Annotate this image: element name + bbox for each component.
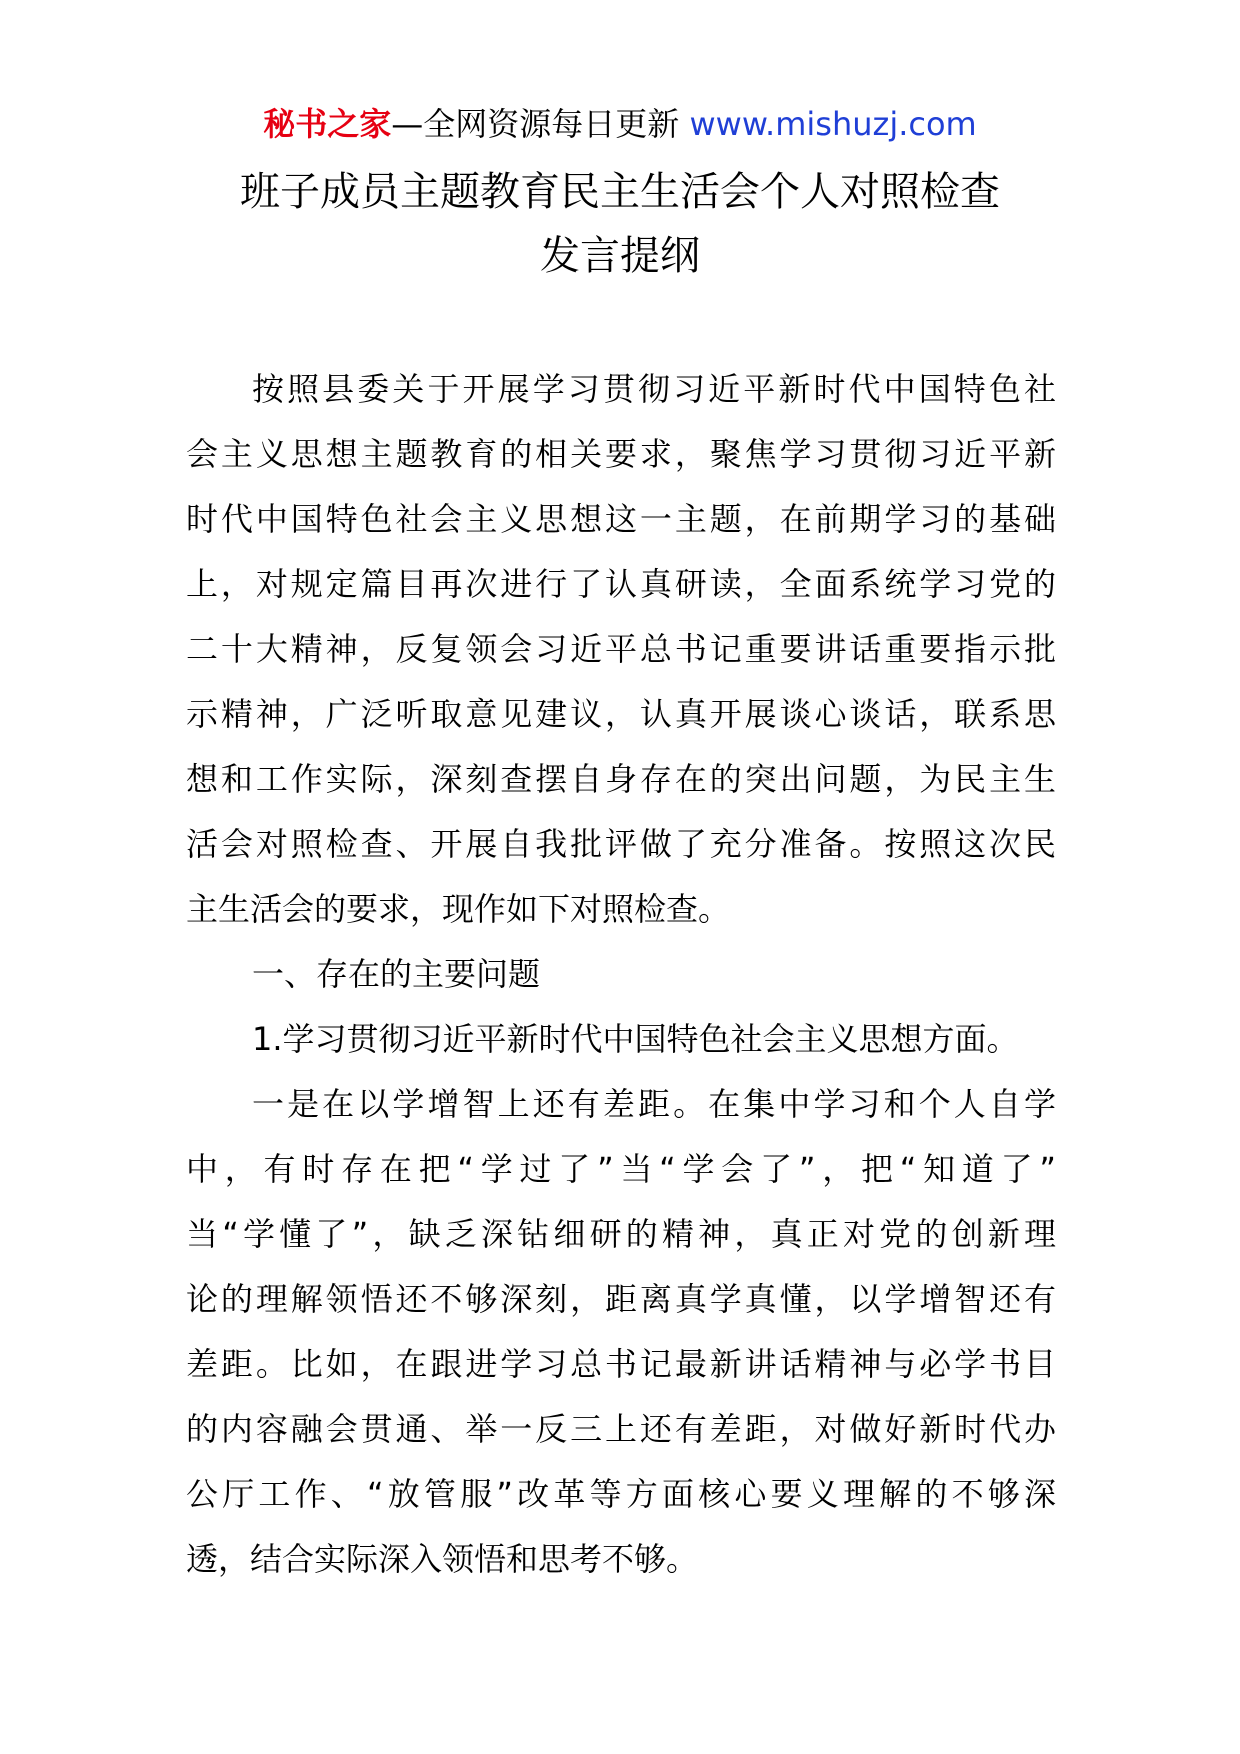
text-line: 上，对规定篇目再次进行了认真研读，全面系统学习党的	[186, 565, 1056, 603]
source-watermark-header	[0, 102, 1240, 146]
header-tagline: —全网资源每日更新	[391, 105, 690, 143]
document-body	[186, 357, 1056, 1592]
text-line: 示精神，广泛听取意见建议，认真开展谈心谈话，联系思	[186, 695, 1056, 733]
text-line: 时代中国特色社会主义思想这一主题，在前期学习的基础	[186, 500, 1056, 538]
paragraph-intro	[186, 357, 1056, 942]
text-line: 论的理解领悟还不够深刻，距离真学真懂，以学增智还有	[186, 1280, 1056, 1318]
subsection-heading	[186, 1007, 1056, 1072]
paragraph-issue-1	[186, 1072, 1056, 1592]
text-line: 当“学懂了”，缺乏深钻细研的精神，真正对党的创新理	[186, 1215, 1056, 1253]
text-line: 公厅工作、“放管服”改革等方面核心要义理解的不够深	[186, 1475, 1056, 1513]
text-line: 想和工作实际，深刻查摆自身存在的突出问题，为民主生	[186, 760, 1056, 798]
text-line: 一是在以学增智上还有差距。在集中学习和个人自学	[252, 1085, 1056, 1123]
text-line: 会主义思想主题教育的相关要求，聚焦学习贯彻习近平新	[186, 435, 1056, 473]
brand-name: 秘书之家	[263, 105, 392, 143]
document-title-line-1: 班子成员主题教育民主生活会个人对照检查	[240, 169, 1000, 215]
text-line: 差距。比如，在跟进学习总书记最新讲话精神与必学书目	[186, 1345, 1056, 1383]
text-line: 的内容融会贯通、举一反三上还有差距，对做好新时代办	[186, 1410, 1056, 1448]
text-line: 主生活会的要求，现作如下对照检查。	[186, 890, 731, 928]
section-heading	[186, 942, 1056, 1007]
document-title-line-2: 发言提纲	[540, 233, 700, 279]
text-line: 按照县委关于开展学习贯彻习近平新时代中国特色社	[252, 370, 1056, 408]
subsection-heading-text: 1.学习贯彻习近平新时代中国特色社会主义思想方面。	[252, 1020, 1019, 1058]
site-url-link[interactable]: www.mishuzj.com	[689, 105, 977, 143]
text-line: 中，有时存在把“学过了”当“学会了”，把“知道了”	[186, 1150, 1056, 1188]
text-line: 二十大精神，反复领会习近平总书记重要讲话重要指示批	[186, 630, 1056, 668]
text-line: 透，结合实际深入领悟和思考不够。	[186, 1540, 699, 1578]
text-line: 活会对照检查、开展自我批评做了充分准备。按照这次民	[186, 825, 1056, 863]
section-heading-text: 一、存在的主要问题	[252, 955, 541, 993]
